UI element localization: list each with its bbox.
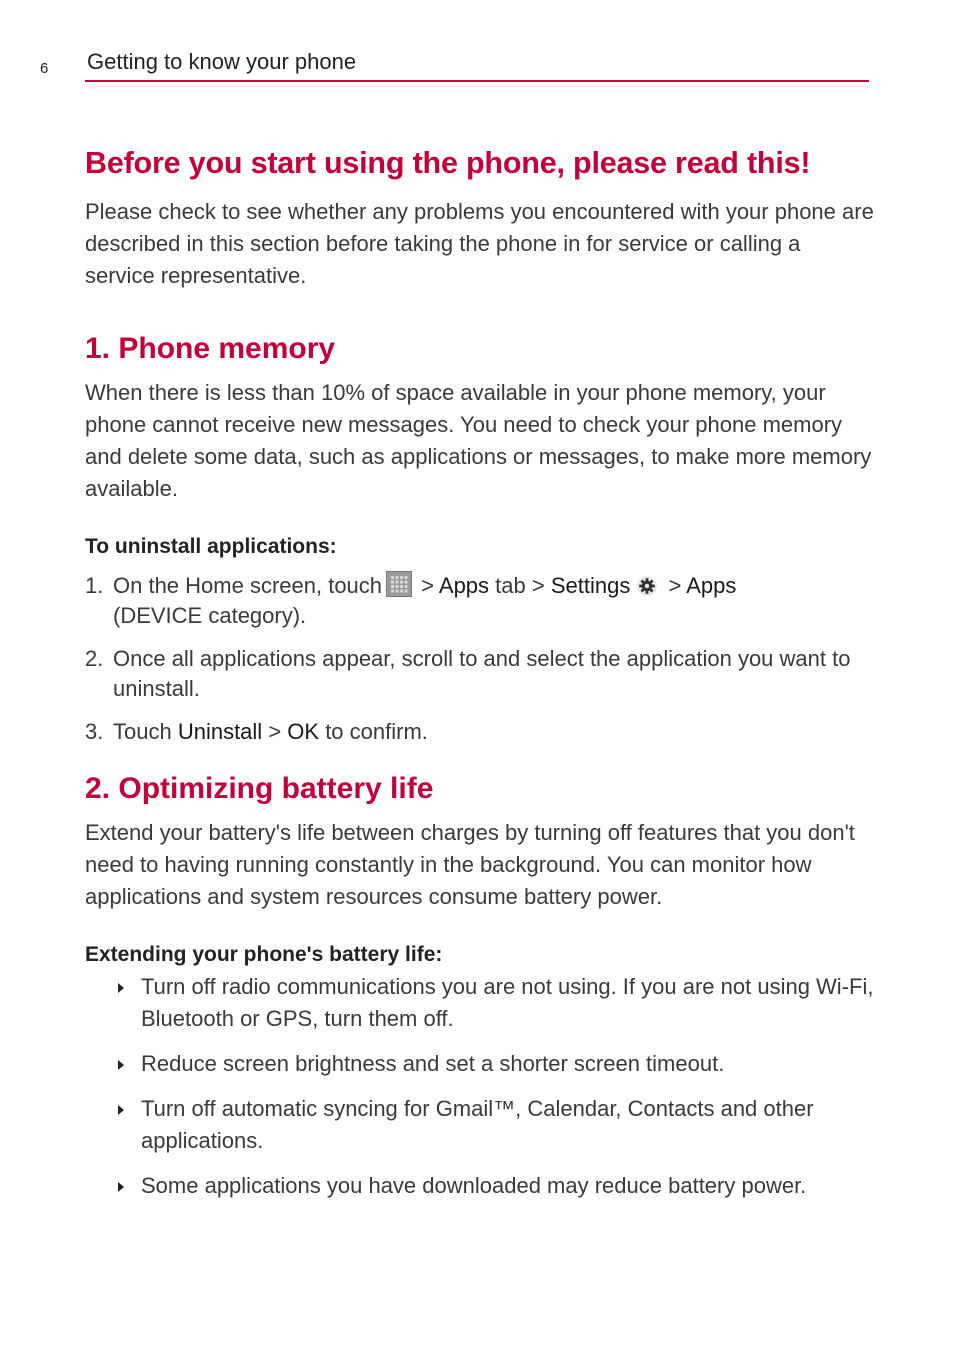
running-header: Getting to know your phone [87, 49, 357, 74]
step-text-part: (DEVICE category). [113, 602, 307, 628]
step-text-part: > [415, 572, 439, 598]
step-3 [85, 717, 875, 747]
uninstall-steps [85, 571, 875, 747]
apps-grid-icon [386, 571, 412, 597]
list-item [85, 1170, 875, 1202]
section-title-battery: 2. Optimizing battery life [85, 771, 434, 805]
bullet-arrow-icon [85, 971, 141, 1035]
step-text-part: Touch [113, 718, 178, 744]
uninstall-subheading: To uninstall applications: [85, 534, 337, 558]
step-text-part: > [262, 718, 288, 744]
list-item-text: Reduce screen brightness and set a shorter screen timeout. [141, 1050, 725, 1076]
main-title: Before you start using the phone, please read this! [85, 146, 811, 180]
step-text-part: tab > [489, 572, 551, 598]
list-item [85, 1048, 875, 1080]
battery-subheading: Extending your phone's battery life: [85, 942, 443, 966]
bullet-arrow-icon [85, 1170, 141, 1202]
battery-paragraph: Extend your battery's life between charges by turning off features that you don't need to having running constantly in the background. You can monitor how applications and system resources consume battery power. [85, 819, 855, 909]
list-item [85, 971, 875, 1035]
step-text [113, 571, 875, 631]
list-item-text: Some applications you have downloaded may reduce battery power. [141, 1172, 807, 1198]
page-number: 6 [40, 60, 49, 77]
bullet-arrow-icon [85, 1048, 141, 1080]
step-number: 1. [85, 572, 104, 598]
step-text-part: On the Home screen, touch [113, 572, 383, 598]
step-number: 3. [85, 718, 104, 744]
phone-memory-paragraph: When there is less than 10% of space available in your phone memory, your phone cannot receive new messages. You need to check your phone memory and delete some data, such as applications or messages, to make more memory available. [85, 379, 872, 501]
list-item-text: Turn off automatic syncing for Gmail™, Calendar, Contacts and other applications. [141, 1095, 814, 1153]
list-item-text: Turn off radio communications you are not using. If you are not using Wi-Fi, Bluetooth or GPS, turn them off. [141, 973, 874, 1031]
step-text [113, 717, 875, 747]
ok-label: OK [287, 718, 320, 744]
step-2 [85, 644, 875, 704]
step-text-part: to confirm. [319, 718, 428, 744]
list-item [85, 1093, 875, 1157]
section-title-phone-memory: 1. Phone memory [85, 331, 336, 365]
step-text-part: > [662, 572, 687, 598]
intro-paragraph: Please check to see whether any problems you encountered with your phone are described in this section before taking the phone in for service or calling a service representative. [85, 198, 874, 288]
battery-tips-list [85, 971, 875, 1202]
apps-label: Apps [686, 572, 737, 598]
settings-gear-icon [636, 575, 658, 597]
step-text: Once all applications appear, scroll to and select the application you want to uninstall. [113, 645, 851, 701]
uninstall-label: Uninstall [177, 718, 263, 744]
settings-label: Settings [550, 572, 631, 598]
apps-tab-label: Apps [438, 572, 490, 598]
step-number: 2. [85, 645, 104, 671]
step-1 [85, 571, 875, 631]
header-rule [85, 80, 869, 82]
bullet-arrow-icon [85, 1093, 141, 1157]
page-content [85, 145, 875, 1215]
